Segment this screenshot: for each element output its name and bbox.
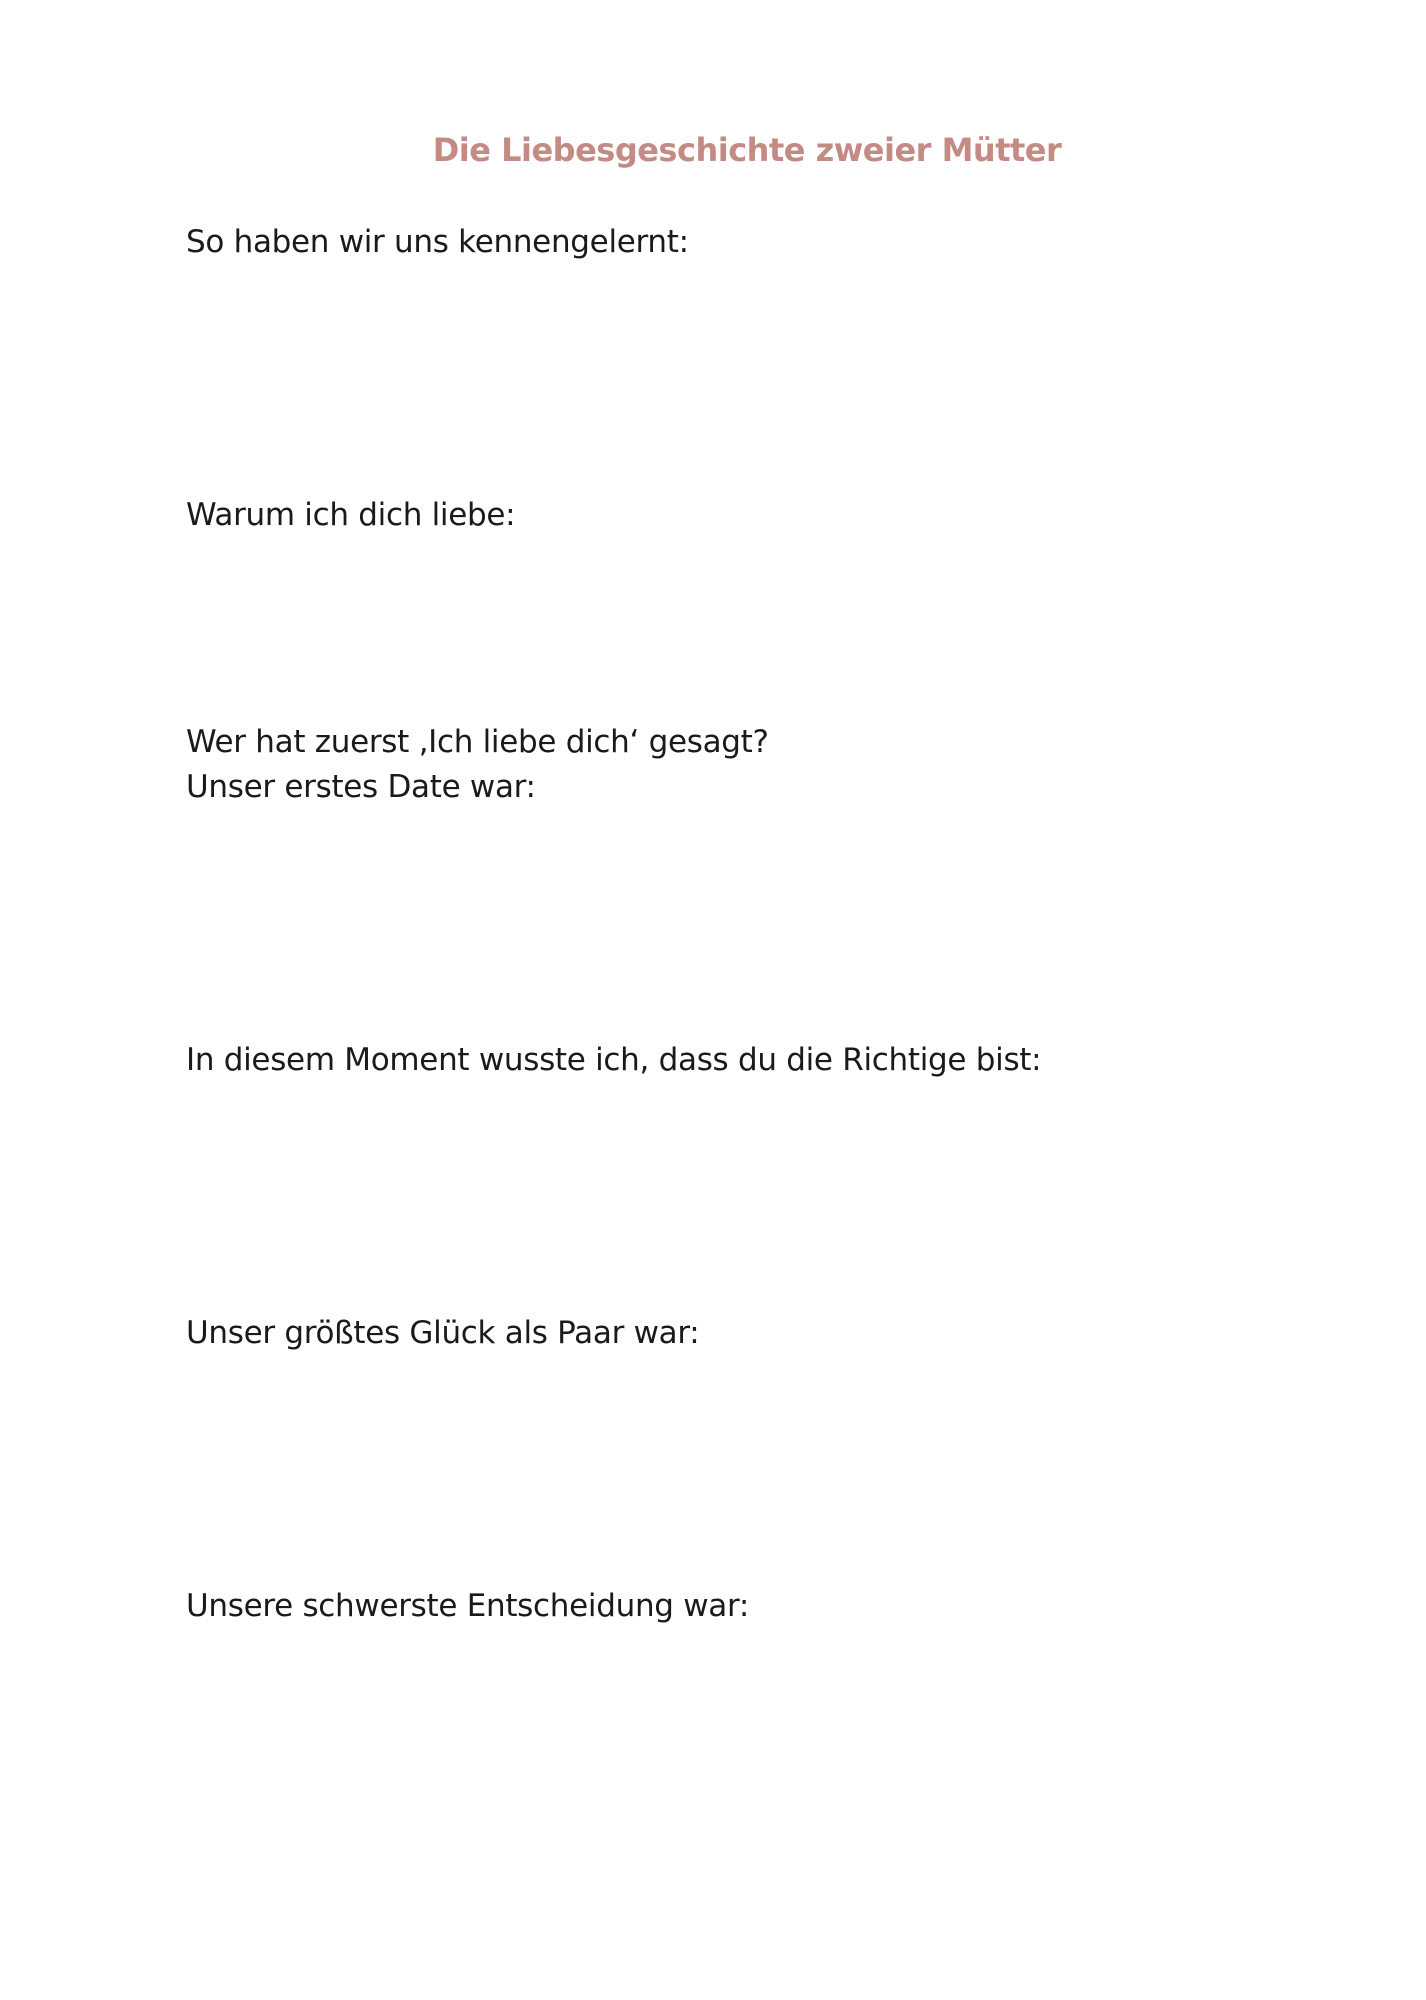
prompt-who-said-i-love-you-first: Wer hat zuerst ‚Ich liebe dich‘ gesagt? xyxy=(186,724,769,760)
prompt-hardest-decision: Unsere schwerste Entscheidung war: xyxy=(186,1588,750,1624)
prompt-how-we-met: So haben wir uns kennengelernt: xyxy=(186,224,689,260)
prompt-why-i-love-you: Warum ich dich liebe: xyxy=(186,497,516,533)
prompt-greatest-happiness: Unser größtes Glück als Paar war: xyxy=(186,1315,700,1351)
prompt-first-date: Unser erstes Date war: xyxy=(186,769,536,805)
page-title: Die Liebesgeschichte zweier Mütter xyxy=(432,131,1062,169)
prompt-moment-i-knew: In diesem Moment wusste ich, dass du die Richtige bist: xyxy=(186,1042,1042,1078)
